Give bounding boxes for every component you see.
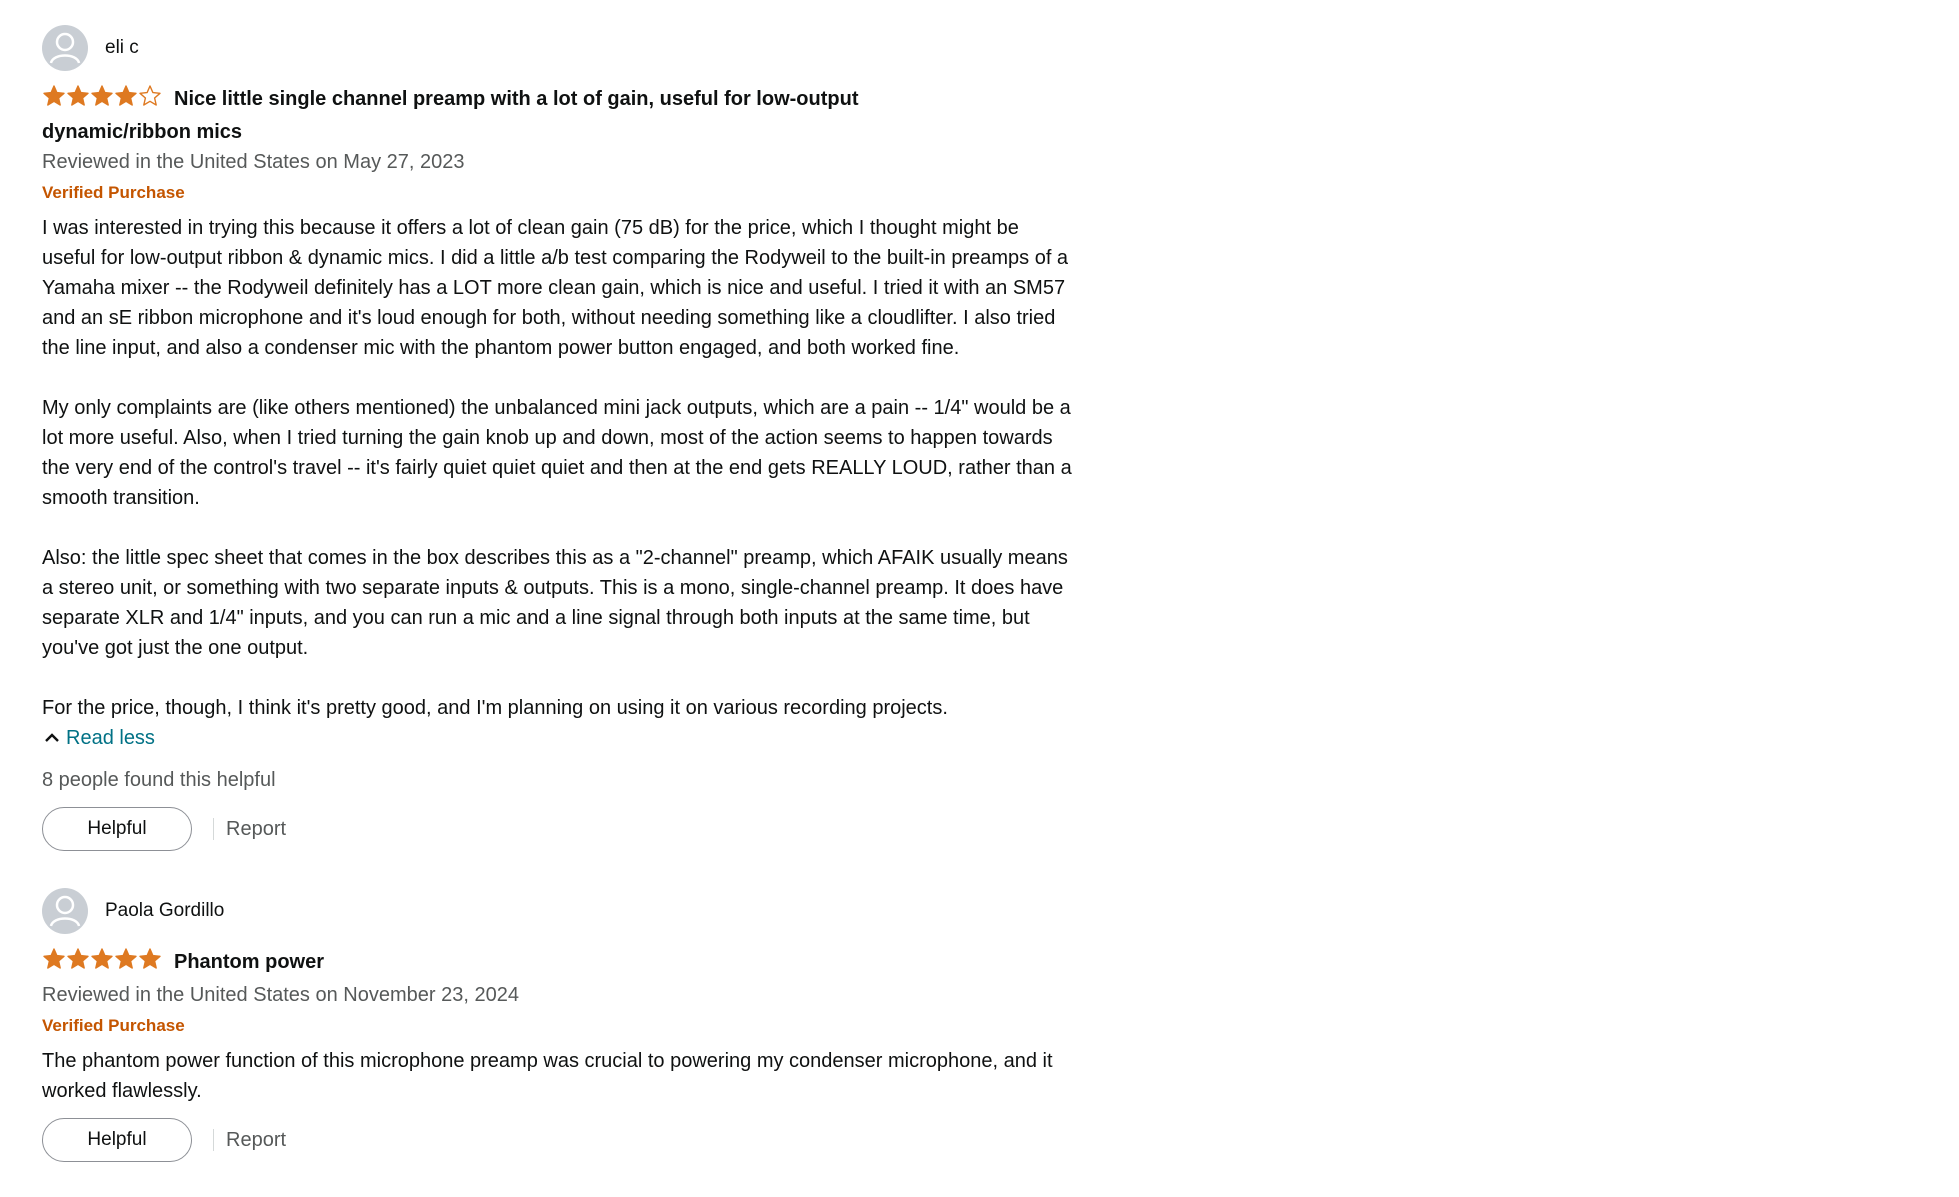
review-paragraph: For the price, though, I think it's pretty good, and I'm planning on using it on various recording projects.	[42, 697, 948, 719]
reviewer-name[interactable]: eli c	[105, 37, 139, 58]
review-title-row[interactable]	[42, 84, 942, 147]
review-body	[42, 1046, 1072, 1106]
star-filled-icon	[66, 947, 90, 971]
star-rating[interactable]	[42, 84, 162, 117]
reviewer-profile[interactable]	[42, 24, 1072, 72]
star-filled-icon	[90, 947, 114, 971]
user-silhouette-icon	[42, 888, 88, 934]
star-filled-icon	[114, 84, 138, 108]
review-title[interactable]: Nice little single channel preamp with a lot of gain, useful for low-output dynamic/ribbon mics	[42, 88, 859, 143]
review	[42, 887, 1072, 1162]
review-actions	[42, 807, 1072, 851]
review	[42, 24, 1072, 851]
review-title-row[interactable]	[42, 947, 942, 980]
helpful-button[interactable]: Helpful	[42, 807, 192, 851]
star-filled-icon	[42, 84, 66, 108]
star-rating[interactable]	[42, 947, 162, 980]
chevron-up-icon	[42, 728, 62, 748]
star-filled-icon	[90, 84, 114, 108]
verified-purchase-badge[interactable]: Verified Purchase	[42, 183, 185, 202]
star-empty-icon	[138, 84, 162, 108]
review-date: Reviewed in the United States on November 23, 2024	[42, 984, 519, 1006]
review-date: Reviewed in the United States on May 27, 2023	[42, 151, 465, 173]
review-title[interactable]: Phantom power	[174, 951, 325, 973]
review-actions	[42, 1118, 1072, 1162]
read-less-label[interactable]: Read less	[66, 727, 155, 749]
star-filled-icon	[138, 947, 162, 971]
review-paragraph: My only complaints are (like others mentioned) the unbalanced mini jack outputs, which are a pain -- 1/4" would be a lot more useful. Also, when I tried turning the gain knob up and down, most of the action seems to happen towards the very end of the control's travel -- it's fairly quiet quiet quiet and then at the end gets REALLY LOUD, rather than a smooth transition.	[42, 397, 1072, 509]
divider	[213, 1129, 214, 1151]
helpful-count: 8 people found this helpful	[42, 769, 276, 791]
review-paragraph: I was interested in trying this because it offers a lot of clean gain (75 dB) for the price, which I thought might be useful for low-output ribbon & dynamic mics. I did a little a/b test comparing the Rodyweil to the built-in preamps of a Yamaha mixer -- the Rodyweil definitely has a LOT more clean gain, which is nice and useful. I tried it with an SM57 and an sE ribbon microphone and it's loud enough for both, without needing something like a cloudlifter. I also tried the line input, and also a condenser mic with the phantom power button engaged, and both worked fine.	[42, 217, 1069, 359]
report-link[interactable]: Report	[226, 817, 287, 840]
user-silhouette-icon	[42, 25, 88, 71]
divider	[213, 818, 214, 840]
report-link[interactable]: Report	[226, 1128, 287, 1151]
avatar	[42, 888, 88, 934]
review-paragraph: Also: the little spec sheet that comes in the box describes this as a "2-channel" preamp, which AFAIK usually means a stereo unit, or something with two separate inputs & outputs. This is a mono, single-channel preamp. It does have separate XLR and 1/4" inputs, and you can run a mic and a line signal through both inputs at the same time, but you've got just the one output.	[42, 547, 1068, 659]
avatar	[42, 25, 88, 71]
reviews-list	[42, 24, 1072, 1162]
reviewer-profile[interactable]	[42, 887, 1072, 935]
review-body	[42, 213, 1072, 723]
review-paragraph: The phantom power function of this microphone preamp was crucial to powering my condenser microphone, and it worked flawlessly.	[42, 1050, 1053, 1102]
helpful-button[interactable]: Helpful	[42, 1118, 192, 1162]
verified-purchase-badge[interactable]: Verified Purchase	[42, 1016, 185, 1035]
read-less-link[interactable]	[42, 723, 1072, 753]
star-filled-icon	[42, 947, 66, 971]
star-filled-icon	[114, 947, 138, 971]
star-filled-icon	[66, 84, 90, 108]
reviewer-name[interactable]: Paola Gordillo	[105, 900, 225, 921]
